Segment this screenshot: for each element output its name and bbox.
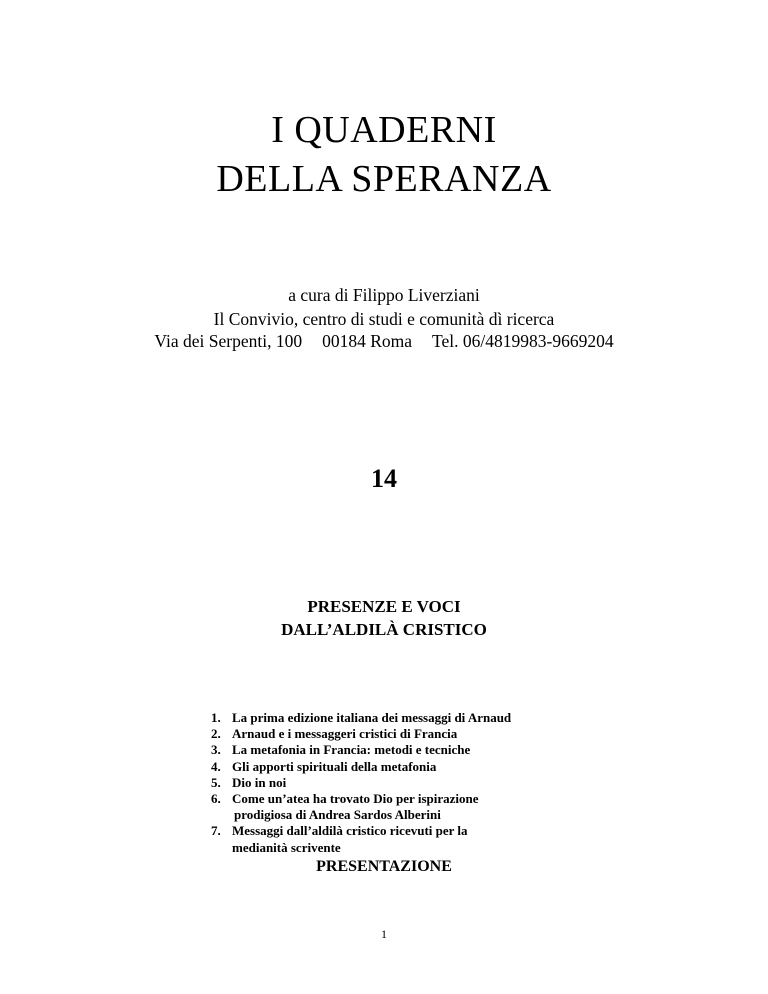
toc-item-number: 1. [211,710,221,725]
toc-item-number: 3. [211,742,221,758]
toc-item-number: 6. [211,791,221,807]
toc-item [211,775,511,791]
toc-item [211,726,511,742]
address-line [0,333,768,351]
organization-line: Il Convivio, centro di studi e comunità dì ricerca [213,309,555,329]
table-of-contents [211,710,511,856]
toc-item-text: La prima edizione italiana dei messaggi di Arnaud [232,710,512,725]
toc-item-text: Gli apporti spirituali della metafonia [232,758,437,774]
title-line-1: I QUADERNI [271,109,497,151]
toc-item [211,823,511,855]
toc-item-text: Dio in noi [232,774,287,790]
issue-number: 14 [371,464,397,493]
toc-item-text-continued: medianità scrivente [232,839,341,855]
toc-item-text-continued: prodigiosa di Andrea Sardos Alberini [234,807,441,823]
address-phone: Tel. 06/4819983-9669204 [432,331,614,351]
address-postcode-city: 00184 Roma [322,331,413,351]
toc-item-number: 5. [211,774,221,790]
toc-item [211,759,511,775]
toc-item [211,791,511,823]
toc-item-text: Messaggi dall’aldilà cristico ricevuti per la [232,823,468,839]
toc-item-text: Come un’atea ha trovato Dio per ispirazione [232,791,479,807]
title-line-2: DELLA SPERANZA [216,158,552,200]
curator-line: a cura di Filippo Liverziani [288,285,480,305]
toc-item-number: 4. [211,758,221,774]
address-street: Via dei Serpenti, 100 [154,331,303,351]
toc-item-number: 2. [211,726,221,742]
toc-item-text: La metafonia in Francia: metodi e tecniche [232,742,471,758]
toc-item-text: Arnaud e i messaggeri cristici di Francia [232,726,458,742]
page-number: 1 [381,927,387,941]
subtitle-line-2: DALL’ALDILÀ CRISTICO [281,620,487,639]
toc-item [211,710,511,726]
subtitle-line-1: PRESENZE E VOCI [307,597,461,616]
toc-item-number: 7. [211,823,221,839]
presentation-heading: PRESENTAZIONE [316,858,452,875]
toc-item [211,742,511,758]
